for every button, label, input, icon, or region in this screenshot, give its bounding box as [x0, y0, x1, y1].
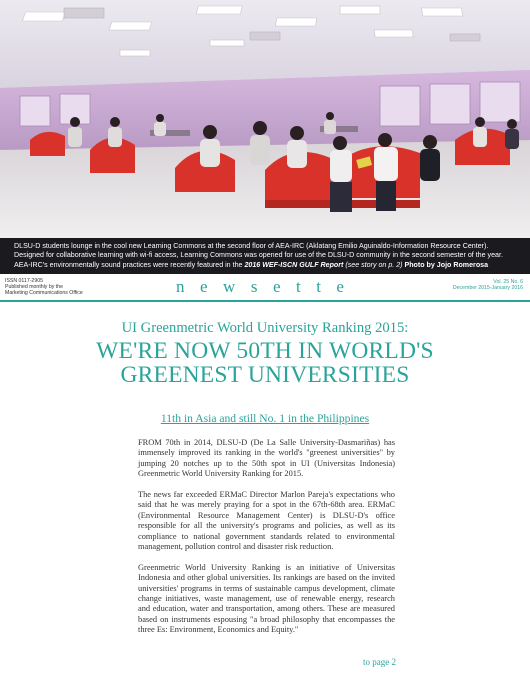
- paragraph: The news far exceeded ERMaC Director Marlon Pareja's expectations who said that he was merely praying for a spot in the 67th-68th area. ERMaC (Environmental Resource Management Center) is DLSU-D's office responsible for all the university's programs and policies, as well as its compliance to national government standards related to environmental management, pollution control and disaster risk reduction.: [138, 490, 395, 552]
- paragraph: Greenmetric World University Ranking is an initiative of Universitas Indonesia and other global universities. Its rankings are based on the invited universities' programs in terms of sustainable campus development, climate change initiatives, waste management, use of renewable energy, research and education, water and transportation, among others. These are measured based on instruments espousing "a broad philosophy that encompasses the three Es: Environment, Economics and Equity.": [138, 562, 395, 635]
- photo-caption: [14, 242, 519, 270]
- issn: ISSN 0117-2905: [5, 278, 43, 284]
- continued-link[interactable]: to page 2: [363, 657, 396, 667]
- paragraph: FROM 70th in 2014, DLSU-D (De La Salle University-Dasmariñas) has immensely improved its ranking in the world's "greenest universities" by jumping 20 notches up to the 50th spot in UI (Universitas Indonesia) Greenmetric World University Ranking for 2015.: [138, 438, 395, 479]
- caption-photo-credit: Photo by Jojo Romerosa: [402, 260, 489, 269]
- article-headline: [0, 339, 530, 387]
- headline-line-1: WE'RE NOW 50TH IN WORLD'S: [96, 338, 434, 364]
- newsletter-title: newsette: [176, 277, 360, 296]
- article-subhead: [0, 412, 530, 425]
- subhead-text: 11th in Asia and still No. 1 in the Philippines: [160, 412, 370, 425]
- publisher-office: Marketing Communications Office: [5, 289, 83, 296]
- article-body: [138, 438, 395, 646]
- issue-info: [453, 279, 523, 291]
- publisher-info: [5, 279, 83, 296]
- caption-see-story: (see story on p. 2): [343, 260, 403, 269]
- issue-date: December 2015-January 2016: [452, 285, 523, 291]
- cover-photo: [0, 0, 530, 240]
- headline-line-2: GREENEST UNIVERSITIES: [120, 362, 410, 388]
- caption-report-title: 2016 WEF-ISCN GULF Report: [244, 260, 344, 269]
- masthead: [0, 277, 530, 299]
- published-monthly: Published monthly by the: [5, 283, 63, 290]
- learning-commons-photo: [0, 0, 530, 240]
- article-kicker: UI Greenmetric World University Ranking 2015:: [121, 320, 409, 336]
- masthead-divider: [0, 300, 530, 302]
- volume-number: Vol. 25 No. 6: [493, 279, 523, 285]
- caption-text: DLSU-D students lounge in the cool new Learning Commons at the second floor of AEA-IRC (Aklatang Emilio Aguinaldo-Information Resource Center). Designed for collaborative learning with wi-fi access, Learning Commons was opened for use of the DLSU-D community in the second semester of the year. AEA-IRC's environmentally sound practices were recently featured in the: [14, 242, 503, 269]
